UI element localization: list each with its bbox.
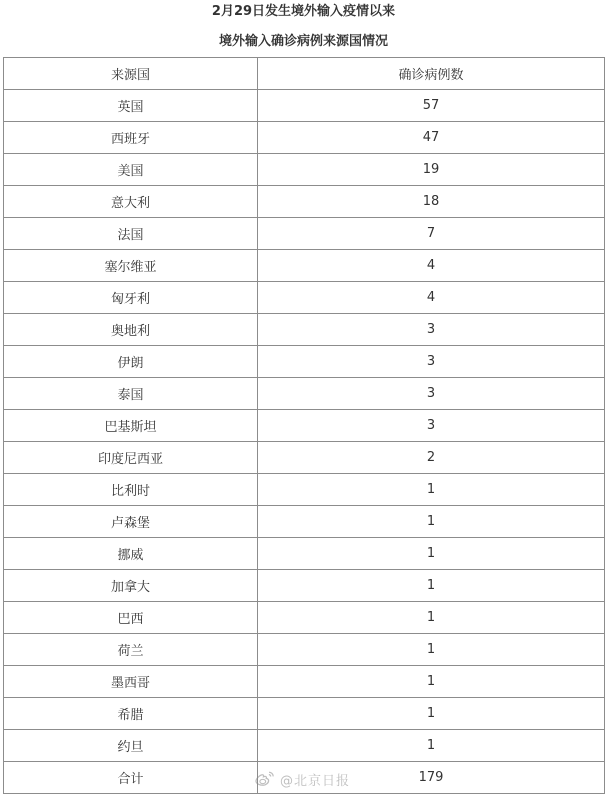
- country-cell: 加拿大: [4, 570, 258, 602]
- table-row: [4, 474, 605, 506]
- country-cell: 英国: [4, 90, 258, 122]
- count-cell: 2: [258, 442, 605, 474]
- table-row: [4, 346, 605, 378]
- table-row: [4, 122, 605, 154]
- watermark-text: @北京日报: [280, 773, 351, 789]
- table-row: [4, 602, 605, 634]
- total-value: 179: [258, 762, 605, 794]
- table-row: [4, 698, 605, 730]
- country-cell: 塞尔维亚: [4, 250, 258, 282]
- country-cell: 希腊: [4, 698, 258, 730]
- count-cell: 1: [258, 570, 605, 602]
- count-cell: 3: [258, 314, 605, 346]
- count-cell: 4: [258, 250, 605, 282]
- country-cell: 荷兰: [4, 634, 258, 666]
- count-cell: 1: [258, 538, 605, 570]
- total-label: 合计: [4, 762, 258, 794]
- table-row: [4, 378, 605, 410]
- table-row: [4, 634, 605, 666]
- page-title: 2月29日发生境外输入疫情以来: [211, 4, 396, 19]
- source-country-table: [3, 57, 605, 794]
- count-cell: 47: [258, 122, 605, 154]
- header-count: 确诊病例数: [258, 58, 605, 90]
- count-cell: 19: [258, 154, 605, 186]
- table-row: [4, 218, 605, 250]
- table-row: [4, 442, 605, 474]
- table-row: [4, 506, 605, 538]
- country-cell: 法国: [4, 218, 258, 250]
- country-cell: 比利时: [4, 474, 258, 506]
- table-row: [4, 250, 605, 282]
- table-header-row: [4, 58, 605, 90]
- count-cell: 1: [258, 634, 605, 666]
- country-cell: 意大利: [4, 186, 258, 218]
- table-row: [4, 154, 605, 186]
- country-cell: 奥地利: [4, 314, 258, 346]
- count-cell: 1: [258, 666, 605, 698]
- count-cell: 18: [258, 186, 605, 218]
- table-row: [4, 730, 605, 762]
- country-cell: 墨西哥: [4, 666, 258, 698]
- country-cell: 卢森堡: [4, 506, 258, 538]
- count-cell: 3: [258, 410, 605, 442]
- count-cell: 7: [258, 218, 605, 250]
- country-cell: 约旦: [4, 730, 258, 762]
- count-cell: 4: [258, 282, 605, 314]
- total-row: [4, 762, 605, 794]
- country-cell: 伊朗: [4, 346, 258, 378]
- country-cell: 巴基斯坦: [4, 410, 258, 442]
- count-cell: 1: [258, 698, 605, 730]
- count-cell: 1: [258, 474, 605, 506]
- table-row: [4, 314, 605, 346]
- table-row: [4, 410, 605, 442]
- country-cell: 挪威: [4, 538, 258, 570]
- count-cell: 57: [258, 90, 605, 122]
- table-row: [4, 90, 605, 122]
- country-cell: 印度尼西亚: [4, 442, 258, 474]
- table-caption: 境外输入确诊病例来源国情况: [218, 34, 388, 49]
- table-row: [4, 538, 605, 570]
- count-cell: 3: [258, 378, 605, 410]
- count-cell: 1: [258, 602, 605, 634]
- country-cell: 巴西: [4, 602, 258, 634]
- table-row: [4, 666, 605, 698]
- table-row: [4, 186, 605, 218]
- country-cell: 西班牙: [4, 122, 258, 154]
- country-cell: 匈牙利: [4, 282, 258, 314]
- count-cell: 1: [258, 506, 605, 538]
- header-country: 来源国: [4, 58, 258, 90]
- count-cell: 3: [258, 346, 605, 378]
- count-cell: 1: [258, 730, 605, 762]
- table-row: [4, 282, 605, 314]
- table-row: [4, 570, 605, 602]
- country-cell: 美国: [4, 154, 258, 186]
- country-cell: 泰国: [4, 378, 258, 410]
